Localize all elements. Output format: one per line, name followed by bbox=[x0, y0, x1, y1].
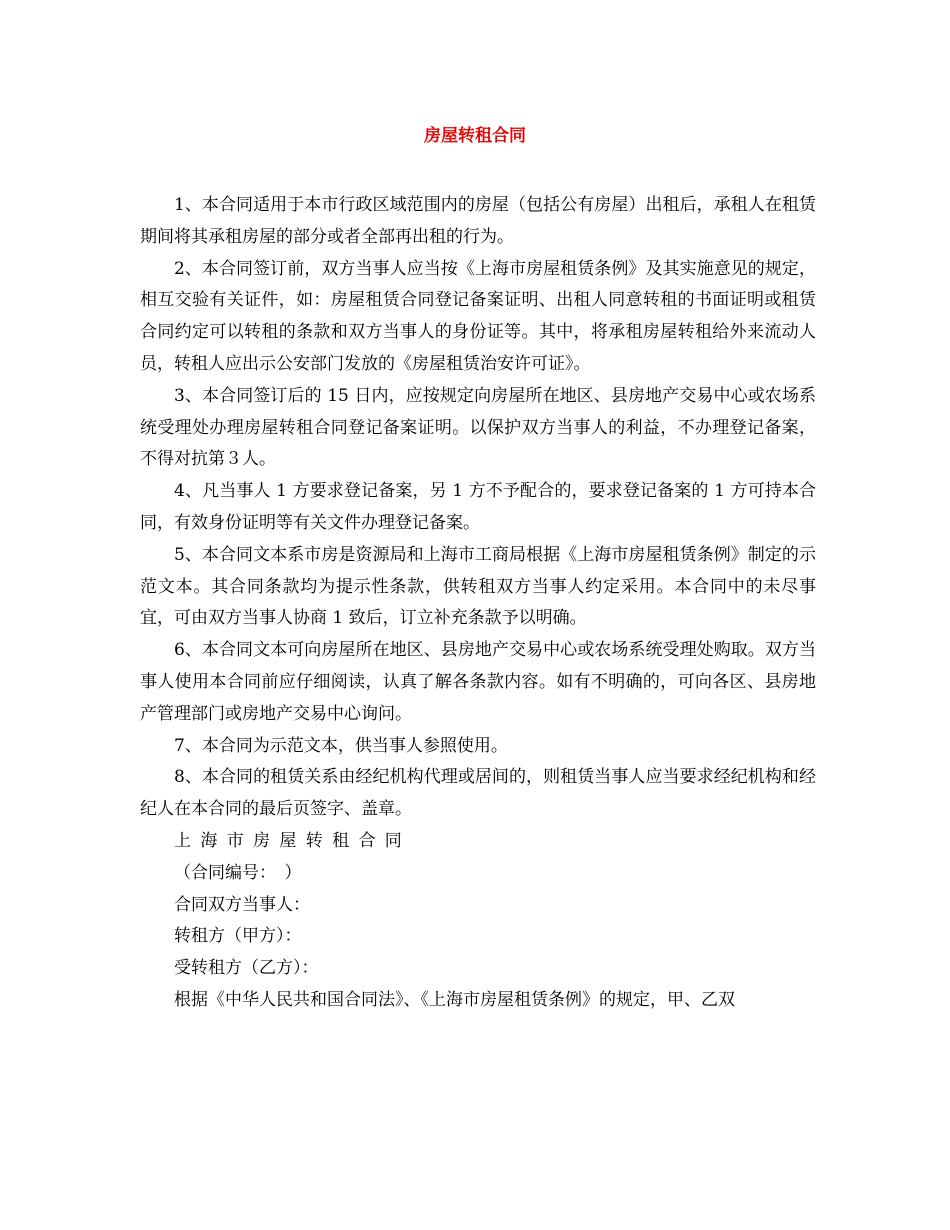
contract-number: （合同编号： ） bbox=[174, 862, 302, 883]
party-b-label: 受转租方（乙方）： bbox=[174, 958, 319, 979]
paragraph-3: 3、本合同签订后的 15 日内，应按规定向房屋所在地区、县房地产交易中心或农场系统受理处办理房屋转租合同登记备案证明。以保护双方当事人的利益，不办理登记备案，不得对抗第３人。 bbox=[140, 385, 816, 470]
paragraph-6: 6、本合同文本可向房屋所在地区、县房地产交易中心或农场系统受理处购取。双方当事人使用本合同前应仔细阅读，认真了解各条款内容。如有不明确的，可向各区、县房地产管理部门或房地产交易中心询问。 bbox=[140, 640, 816, 724]
document-title: 房屋转租合同 bbox=[424, 126, 526, 146]
parties-label: 合同双方当事人： bbox=[174, 894, 310, 915]
paragraph-7: 7、本合同为示范文本，供当事人参照使用。 bbox=[174, 735, 508, 756]
party-a-label: 转租方（甲方）： bbox=[174, 926, 302, 947]
document-body bbox=[140, 190, 816, 1017]
contract-heading: 上海市房屋转租合同 bbox=[174, 830, 412, 851]
paragraph-1: 1、本合同适用于本市行政区域范围内的房屋（包括公有房屋）出租后，承租人在租赁期间将其承租房屋的部分或者全部再出租的行为。 bbox=[140, 195, 816, 247]
paragraph-2: 2、本合同签订前，双方当事人应当按《上海市房屋租赁条例》及其实施意见的规定，相互交验有关证件，如：房屋租赁合同登记备案证明、出租人同意转租的书面证明或租赁合同约定可以转租的条款和双方当事人的身份证等。其中，将承租房屋转租给外来流动人员，转租人应出示公安部门发放的《房屋租赁治安许可证》。 bbox=[140, 258, 816, 374]
paragraph-5: 5、本合同文本系市房是资源局和上海市工商局根据《上海市房屋租赁条例》制定的示范文本。其合同条款均为提示性条款，供转租双方当事人约定采用。本合同中的未尽事宜，可由双方当事人协商 1 致后，订立补充条款予以明确。 bbox=[140, 544, 816, 629]
closing-line: 根据《中华人民共和国合同法》、《上海市房屋租赁条例》的规定，甲、乙双 bbox=[174, 989, 735, 1010]
paragraph-4: 4、凡当事人 1 方要求登记备案，另 1 方不予配合的，要求登记备案的 1 方可持本合同，有效身份证明等有关文件办理登记备案。 bbox=[140, 481, 816, 533]
paragraph-8: 8、本合同的租赁关系由经纪机构代理或居间的，则租赁当事人应当要求经纪机构和经纪人在本合同的最后页签字、盖章。 bbox=[140, 767, 816, 820]
